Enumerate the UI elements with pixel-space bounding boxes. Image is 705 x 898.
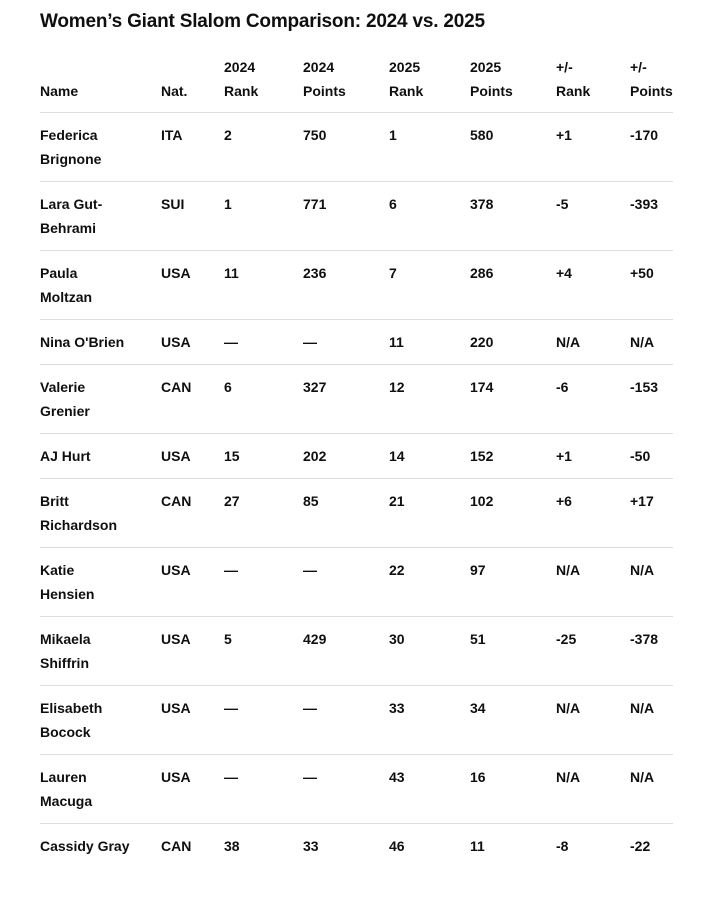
cell-2025-points: 97 bbox=[470, 548, 556, 617]
cell-delta-rank: -25 bbox=[556, 617, 630, 686]
table-row bbox=[40, 479, 673, 548]
cell-2025-points: 286 bbox=[470, 251, 556, 320]
table-row bbox=[40, 434, 673, 479]
athlete-name-line: Mikaela bbox=[40, 631, 91, 647]
cell-2024-rank: 5 bbox=[224, 617, 303, 686]
column-header-top-line: 2024 bbox=[303, 59, 335, 75]
cell-delta-points: N/A bbox=[630, 548, 673, 617]
cell-nat: CAN bbox=[161, 365, 224, 434]
cell-delta-points: N/A bbox=[630, 686, 673, 755]
table-row bbox=[40, 365, 673, 434]
table-row bbox=[40, 113, 673, 182]
cell-delta-rank: N/A bbox=[556, 320, 630, 365]
column-header-label: Rank bbox=[224, 83, 259, 99]
athlete-name-line: Behrami bbox=[40, 220, 97, 236]
athlete-name-line: Britt bbox=[40, 493, 69, 509]
cell-2024-rank: — bbox=[224, 548, 303, 617]
cell-name bbox=[40, 365, 161, 434]
athlete-name-line: Elisabeth bbox=[40, 700, 103, 716]
cell-name bbox=[40, 251, 161, 320]
cell-2025-rank: 43 bbox=[389, 755, 470, 824]
cell-delta-rank: N/A bbox=[556, 755, 630, 824]
cell-nat: USA bbox=[161, 686, 224, 755]
cell-delta-rank: +6 bbox=[556, 479, 630, 548]
cell-2025-points: 11 bbox=[470, 838, 485, 854]
cell-2025-rank: 7 bbox=[389, 251, 470, 320]
column-header-top-line: 2025 bbox=[389, 59, 421, 75]
column-header-2025-rank bbox=[389, 55, 470, 113]
cell-2025-rank: 12 bbox=[389, 365, 470, 434]
column-header-label: Rank bbox=[389, 83, 424, 99]
athlete-name-line: Brignone bbox=[40, 151, 102, 167]
cell-name bbox=[40, 617, 161, 686]
cell-2025-rank: 30 bbox=[389, 617, 470, 686]
table-row bbox=[40, 686, 673, 755]
cell-2025-rank: 33 bbox=[389, 686, 470, 755]
cell-2024-points: 202 bbox=[303, 434, 389, 479]
cell-2024-points: 236 bbox=[303, 251, 389, 320]
table-body bbox=[40, 113, 673, 869]
column-header-2024-points bbox=[303, 55, 389, 113]
cell-delta-rank: +1 bbox=[556, 113, 630, 182]
table-row bbox=[40, 617, 673, 686]
column-header-label: Points bbox=[630, 83, 673, 99]
cell-delta-rank: +4 bbox=[556, 251, 630, 320]
cell-2025-rank: 22 bbox=[389, 548, 470, 617]
cell-2024-rank: — bbox=[224, 755, 303, 824]
cell-nat: CAN bbox=[161, 838, 192, 854]
cell-delta-points: -153 bbox=[630, 365, 673, 434]
cell-name bbox=[40, 548, 161, 617]
column-header-label: Nat. bbox=[161, 83, 188, 99]
column-header-delta-rank bbox=[556, 55, 630, 113]
cell-name bbox=[40, 434, 161, 479]
cell-delta-points: -378 bbox=[630, 617, 673, 686]
cell-name bbox=[40, 182, 161, 251]
cell-2024-points: 429 bbox=[303, 617, 389, 686]
column-header-label: Points bbox=[470, 83, 513, 99]
cell-nat: CAN bbox=[161, 479, 224, 548]
cell-name bbox=[40, 320, 161, 365]
athlete-name-line: Nina O'Brien bbox=[40, 334, 125, 350]
column-header-label: Name bbox=[40, 83, 79, 99]
cell-2025-points: 580 bbox=[470, 113, 556, 182]
header-row bbox=[40, 55, 673, 113]
cell-delta-points: -22 bbox=[630, 838, 651, 854]
cell-name bbox=[40, 113, 161, 182]
athlete-name-line: AJ Hurt bbox=[40, 448, 91, 464]
cell-2024-rank: 2 bbox=[224, 113, 303, 182]
cell-name bbox=[40, 824, 161, 869]
cell-2024-rank: 1 bbox=[224, 182, 303, 251]
table-row bbox=[40, 548, 673, 617]
cell-delta-points: +17 bbox=[630, 479, 673, 548]
cell-nat: USA bbox=[161, 548, 224, 617]
cell-delta-points: -170 bbox=[630, 113, 673, 182]
cell-2025-rank: 14 bbox=[389, 434, 470, 479]
table-row bbox=[40, 824, 673, 869]
cell-2024-points: 85 bbox=[303, 479, 389, 548]
athlete-name-line: Shiffrin bbox=[40, 655, 89, 671]
cell-2025-rank: 1 bbox=[389, 113, 470, 182]
athlete-name-line: Paula bbox=[40, 265, 78, 281]
column-header-label: Rank bbox=[556, 83, 591, 99]
cell-name bbox=[40, 755, 161, 824]
column-header-2024-rank bbox=[224, 55, 303, 113]
table-row bbox=[40, 320, 673, 365]
cell-delta-points: N/A bbox=[630, 320, 673, 365]
cell-2024-rank: 11 bbox=[224, 251, 303, 320]
table-row bbox=[40, 755, 673, 824]
athlete-name-line: Hensien bbox=[40, 586, 95, 602]
cell-2024-rank: 27 bbox=[224, 479, 303, 548]
athlete-name-line: Bocock bbox=[40, 724, 91, 740]
column-header-top-line: 2024 bbox=[224, 59, 256, 75]
cell-2024-points: 327 bbox=[303, 365, 389, 434]
cell-2025-rank: 46 bbox=[389, 838, 405, 854]
column-header-delta-points bbox=[630, 55, 673, 113]
cell-2025-rank: 11 bbox=[389, 320, 470, 365]
cell-2025-rank: 6 bbox=[389, 182, 470, 251]
cell-2024-points: — bbox=[303, 320, 389, 365]
cell-2024-points: 750 bbox=[303, 113, 389, 182]
cell-2024-rank: 38 bbox=[224, 838, 240, 854]
athlete-name-line: Moltzan bbox=[40, 289, 93, 305]
athlete-name-line: Richardson bbox=[40, 517, 118, 533]
cell-name bbox=[40, 479, 161, 548]
column-header-name bbox=[40, 55, 161, 113]
cell-delta-points: -50 bbox=[630, 434, 673, 479]
cell-delta-rank: +1 bbox=[556, 434, 630, 479]
cell-nat: SUI bbox=[161, 182, 224, 251]
cell-nat: ITA bbox=[161, 113, 224, 182]
cell-2024-points: 771 bbox=[303, 182, 389, 251]
cell-2025-points: 34 bbox=[470, 686, 556, 755]
cell-delta-points: N/A bbox=[630, 755, 673, 824]
column-header-label: Points bbox=[303, 83, 346, 99]
cell-name bbox=[40, 686, 161, 755]
cell-nat: USA bbox=[161, 251, 224, 320]
athlete-name-line: Valerie bbox=[40, 379, 86, 395]
athlete-name-line: Macuga bbox=[40, 793, 93, 809]
cell-2024-rank: — bbox=[224, 686, 303, 755]
cell-nat: USA bbox=[161, 755, 224, 824]
table-row bbox=[40, 251, 673, 320]
cell-2024-points: 33 bbox=[303, 838, 319, 854]
athlete-name-line: Lauren bbox=[40, 769, 87, 785]
cell-2025-points: 16 bbox=[470, 755, 556, 824]
column-header-nat bbox=[161, 55, 224, 113]
cell-delta-rank: -8 bbox=[556, 838, 569, 854]
athlete-name-line: Federica bbox=[40, 127, 98, 143]
comparison-table bbox=[40, 55, 673, 868]
cell-2025-points: 51 bbox=[470, 617, 556, 686]
cell-2024-points: — bbox=[303, 686, 389, 755]
column-header-top-line: 2025 bbox=[470, 59, 502, 75]
cell-delta-rank: N/A bbox=[556, 686, 630, 755]
cell-2025-points: 378 bbox=[470, 182, 556, 251]
cell-2025-points: 220 bbox=[470, 320, 556, 365]
page-title: Women’s Giant Slalom Comparison: 2024 vs. 2025 bbox=[40, 11, 485, 32]
cell-delta-rank: -6 bbox=[556, 365, 630, 434]
athlete-name-line: Katie bbox=[40, 562, 75, 578]
cell-delta-points: +50 bbox=[630, 251, 673, 320]
column-header-top-line: +/- bbox=[556, 59, 573, 75]
cell-delta-rank: -5 bbox=[556, 182, 630, 251]
cell-nat: USA bbox=[161, 617, 224, 686]
cell-2024-rank: 6 bbox=[224, 365, 303, 434]
column-header-top-line: +/- bbox=[630, 59, 647, 75]
table-row bbox=[40, 182, 673, 251]
cell-nat: USA bbox=[161, 434, 224, 479]
cell-2025-points: 174 bbox=[470, 365, 556, 434]
cell-2024-points: — bbox=[303, 548, 389, 617]
cell-2025-points: 152 bbox=[470, 434, 556, 479]
cell-delta-rank: N/A bbox=[556, 548, 630, 617]
cell-2025-rank: 21 bbox=[389, 479, 470, 548]
cell-2024-rank: — bbox=[224, 320, 303, 365]
column-header-2025-points bbox=[470, 55, 556, 113]
page bbox=[40, 9, 673, 868]
cell-2024-points: — bbox=[303, 755, 389, 824]
cell-delta-points: -393 bbox=[630, 182, 673, 251]
athlete-name-line: Cassidy Gray bbox=[40, 838, 130, 854]
cell-nat: USA bbox=[161, 320, 224, 365]
cell-2025-points: 102 bbox=[470, 479, 556, 548]
athlete-name-line: Lara Gut- bbox=[40, 196, 103, 212]
cell-2024-rank: 15 bbox=[224, 434, 303, 479]
athlete-name-line: Grenier bbox=[40, 403, 90, 419]
